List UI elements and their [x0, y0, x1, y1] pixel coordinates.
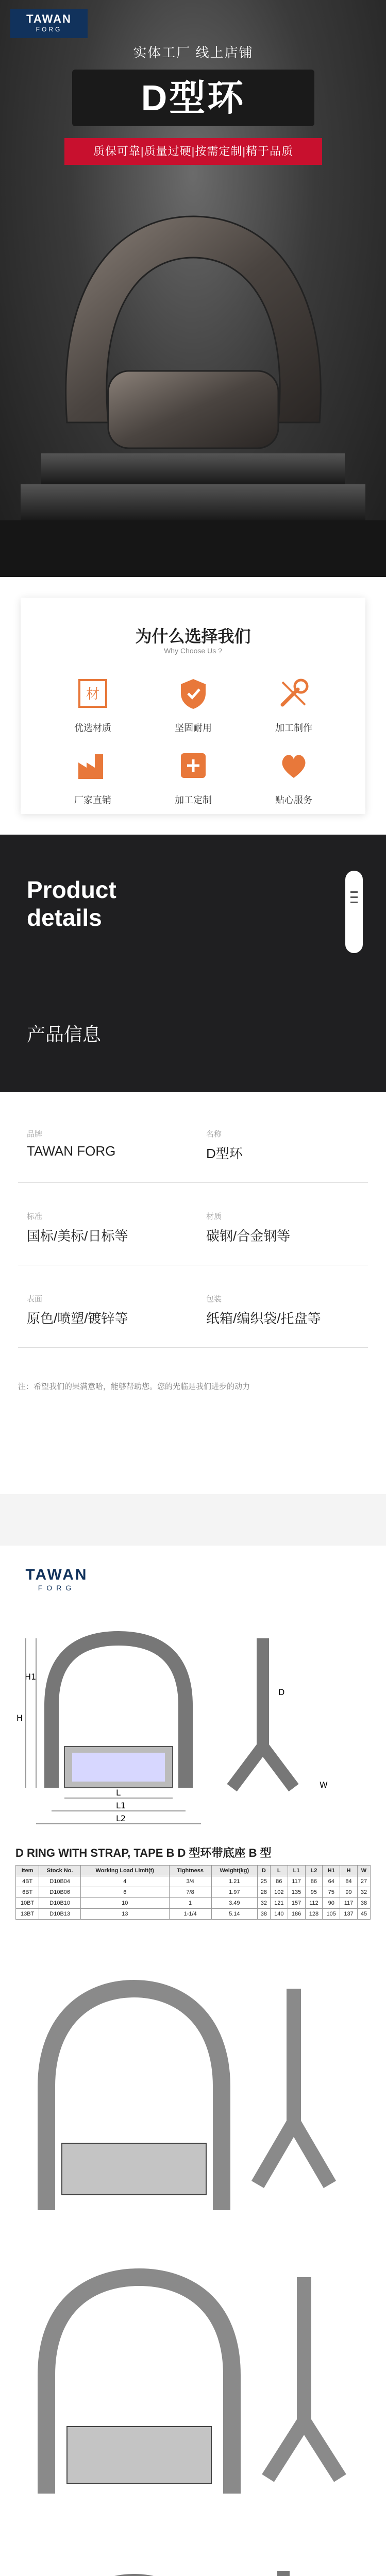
details-subtitle: 产品信息: [27, 1024, 102, 1045]
info-surface: [27, 1293, 192, 1327]
details-title-line1: Product: [27, 876, 116, 903]
technical-drawings: [0, 1546, 386, 2576]
logo-line2: FORG: [36, 26, 62, 33]
why-choose-section: [0, 577, 386, 835]
d-ring-hero-image: [0, 175, 386, 577]
drawing-type-b: [15, 1618, 371, 1834]
why-item: [152, 747, 234, 824]
dim-label: L1: [116, 1801, 126, 1810]
details-header: [0, 835, 386, 1092]
hero-banner: [0, 0, 386, 577]
info-brand: [27, 1128, 192, 1159]
banner-subtitle: 质保可靠|质量过硬|按需定制|精于品质: [64, 138, 322, 165]
drawing-brand-logo: [15, 1566, 98, 1592]
info-value: 纸箱/编织袋/托盘等: [206, 1311, 321, 1326]
details-title-line2: details: [27, 904, 102, 931]
brand-logo: [10, 9, 88, 38]
tools-icon: [275, 675, 312, 712]
info-label: 材质: [206, 1212, 222, 1221]
why-item-label: 厂家直销: [74, 795, 111, 805]
banner-title: D型环: [72, 70, 314, 126]
why-item-label: 加工定制: [175, 795, 212, 805]
why-item-label: 加工制作: [275, 723, 312, 733]
custom-icon: [175, 747, 212, 784]
info-label: 品牌: [27, 1130, 43, 1139]
section-gap: [0, 1494, 386, 1546]
scroll-indicator: [345, 871, 363, 953]
info-label: 表面: [27, 1295, 43, 1303]
material-icon: [74, 675, 111, 712]
table-b-title: D RING WITH STRAP, TAPE B D 型环带底座 B 型: [15, 1846, 272, 1859]
spec-table-b: [15, 1865, 371, 1920]
why-title: 为什么选择我们: [135, 627, 251, 646]
info-standard: [27, 1211, 192, 1245]
table-row: 4BT D10B04 4 3/4 1.21 25 86 117 86 64 84 27: [16, 1876, 371, 1887]
table-row: 10BT D10B10 10 1 3.49 32 121 157 112 90 117 38: [16, 1898, 371, 1909]
table-row: 13BT D10B13 13 1-1/4 5.14 38 140 186 128 105 137 45: [16, 1909, 371, 1920]
info-value: 碳钢/合金钢等: [206, 1228, 291, 1244]
info-value: 原色/喷塑/镀锌等: [27, 1311, 128, 1326]
info-note: 注：希望我们的果满意哈，能够帮助您。您的光临是我们进步的动力: [18, 1382, 250, 1391]
why-item: [253, 747, 335, 824]
info-value: TAWAN FORG: [27, 1143, 116, 1159]
info-label: 标准: [27, 1212, 43, 1221]
dim-label: H1: [25, 1672, 37, 1682]
service-icon: [275, 747, 312, 784]
why-item: [152, 675, 234, 752]
drawing-strap-side: [15, 1968, 371, 2236]
banner-tagline: 实体工厂 线上店铺: [133, 45, 254, 60]
factory-icon: [74, 747, 111, 784]
info-material: [206, 1211, 371, 1245]
why-item-label: 贴心服务: [275, 795, 312, 805]
dim-label: H: [16, 1713, 23, 1723]
svg-text:材: 材: [86, 687, 100, 702]
info-value: 国标/美标/日标等: [27, 1228, 128, 1244]
info-label: 名称: [206, 1130, 222, 1139]
info-name: [206, 1128, 371, 1162]
why-item-label: 坚固耐用: [175, 723, 212, 733]
why-item: [52, 747, 134, 824]
why-item-label: 优选材质: [74, 723, 111, 733]
dim-label: W: [320, 1780, 328, 1790]
table-header-row: Item Stock No. Working Load Limit(t) Tightness Weight(kg) D L L1 L2 H1 H W: [16, 1866, 371, 1876]
dim-label: L2: [116, 1814, 126, 1823]
info-value: D型环: [206, 1146, 243, 1161]
info-label: 包装: [206, 1295, 222, 1303]
drawing-brand-line2: FORG: [38, 1584, 76, 1592]
dim-label: L: [116, 1788, 121, 1798]
logo-line1: TAWAN: [26, 12, 72, 25]
why-subtitle: Why Choose Us ?: [164, 647, 222, 655]
why-choose-card: [21, 598, 365, 814]
drawing-strap-front: [15, 2257, 371, 2524]
divider: [18, 1347, 368, 1348]
why-item: [253, 675, 335, 752]
info-package: [206, 1293, 371, 1327]
shield-icon: [175, 675, 212, 712]
drawing-type-c: [15, 2550, 371, 2576]
divider: [18, 1182, 368, 1183]
table-row: 6BT D10B06 6 7/8 1.97 28 102 135 95 75 99 32: [16, 1887, 371, 1898]
drawing-brand-line1: TAWAN: [25, 1566, 88, 1583]
why-item: [52, 675, 134, 752]
dim-label: D: [278, 1687, 285, 1697]
product-info: [0, 1092, 386, 1546]
